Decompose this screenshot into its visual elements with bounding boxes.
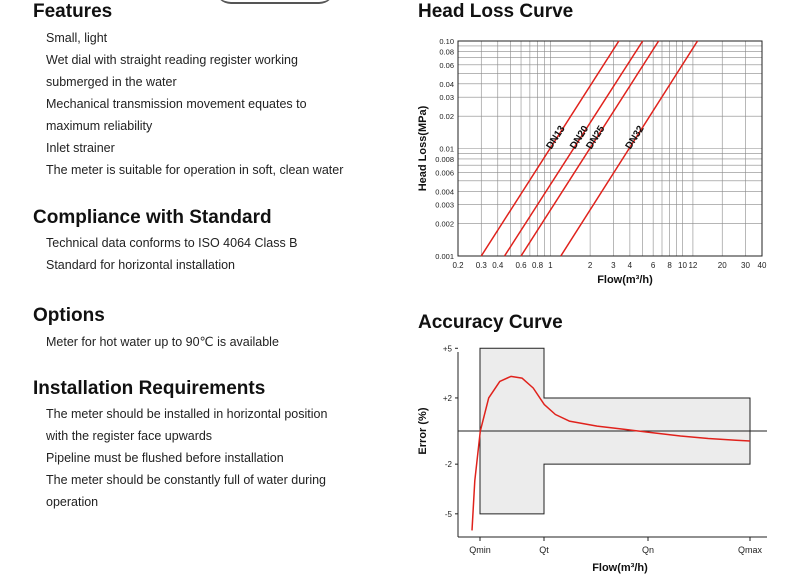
headloss-grid [458,41,762,256]
x-tick-label: Qt [539,545,549,555]
x-tick-label: 12 [688,261,698,270]
options-item: Meter for hot water up to 90℃ is available [46,335,279,349]
x-tick-label: Qmin [469,545,491,555]
y-tick-label: 0.04 [439,79,454,89]
headloss-title: Head Loss Curve [418,1,574,22]
y-tick-label: 0.003 [435,200,454,210]
compliance-item: Standard for horizontal installation [46,258,236,272]
x-axis-label: Flow(m³/h) [592,562,648,574]
x-tick-label: 0.6 [515,261,527,270]
y-tick-label: 0.03 [439,93,454,103]
x-tick-label: 4 [627,261,633,270]
decorative-arc [215,0,335,4]
compliance-title: Compliance with Standard [33,207,272,228]
y-tick-label: -5 [444,509,452,519]
y-tick-label: +2 [442,393,452,403]
y-tick-label: +5 [442,344,452,354]
x-tick-label: 20 [717,261,727,270]
y-tick-label: 0.008 [435,154,454,164]
installation-item: with the register face upwards [46,429,213,443]
accuracy-chart [395,340,800,585]
x-tick-label: 3 [611,261,616,270]
compliance-item: Technical data conforms to ISO 4064 Class B [46,236,298,250]
installation-item: operation [46,495,99,509]
y-tick-label: 0.001 [435,252,454,261]
installation-item: The meter should be installed in horizontal position [46,407,328,421]
y-tick-label: 0.08 [439,47,454,57]
feature-item: submerged in the water [46,75,177,89]
y-tick-label: 0.02 [439,112,454,122]
y-tick-label: 0.01 [439,144,454,154]
x-tick-label: 10 [678,261,687,270]
x-tick-label: 30 [741,261,750,270]
feature-item: maximum reliability [46,119,153,133]
series-label: DN20 [568,123,592,152]
x-tick-label: 40 [757,261,767,270]
x-tick-label: 8 [667,261,672,270]
series-label: DN32 [623,123,647,152]
y-axis-label: Head Loss(MPa) [417,105,429,192]
y-tick-label: 0.06 [439,60,454,70]
accuracy-title: Accuracy Curve [418,312,563,333]
installation-title: Installation Requirements [33,378,266,399]
x-axis-label: Flow(m³/h) [597,274,653,286]
x-tick-label: 6 [650,261,656,270]
headloss-chart [395,30,800,300]
left-column [0,0,395,585]
series-label: DN25 [584,123,608,152]
x-tick-label: 0.8 [531,261,544,270]
x-tick-label: 0.3 [475,261,487,270]
features-title: Features [33,1,113,22]
y-tick-label: 0.006 [435,168,454,178]
y-tick-label: 0.004 [435,187,454,197]
x-tick-label: 1 [548,261,553,270]
x-tick-label: 2 [587,261,593,270]
feature-item: Wet dial with straight reading register working [46,53,298,67]
options-title: Options [33,305,105,326]
installation-item: The meter should be constantly full of water during [46,473,327,487]
x-tick-label: 0.2 [452,261,464,270]
feature-item: Mechanical transmission movement equates to [46,97,307,111]
installation-item: Pipeline must be flushed before installation [46,451,284,465]
y-tick-label: 0.10 [439,37,454,46]
x-tick-label: Qmax [737,545,763,555]
y-tick-label: -2 [444,460,452,470]
feature-item: The meter is suitable for operation in soft, clean water [46,163,344,177]
y-axis-label: Error (%) [417,407,429,455]
x-tick-label: 0.4 [492,261,504,270]
feature-item: Inlet strainer [46,141,115,155]
x-tick-label: Qn [641,545,655,555]
series-label: DN13 [544,123,568,152]
feature-item: Small, light [46,31,108,45]
right-column [395,0,800,585]
y-tick-label: 0.002 [435,219,454,229]
